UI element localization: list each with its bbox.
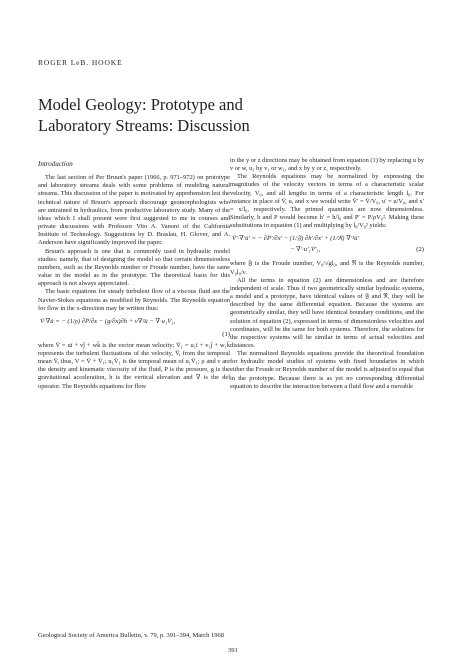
left-column <box>38 160 230 391</box>
equation-2-line-1: V̄′·∇′ū′ = − ∂P̄′/∂x′ − (1/𝔉) ∂h′/∂x′ + (1/ℜ) ∇′²ū′ <box>232 235 359 243</box>
equation-1-number: (1) <box>222 330 230 338</box>
paragraph: The Reynolds equations may be normalized by expressing the magnitudes of the velocity vectors in terms of a characteristic scalar velocity, V₀, and all lengths in terms of a characteristic length l₀. For instance in place of V̄, u, and x we would write V̄′ = V̄/V₀, u′ = u/V₀, and x′ = x/l₀, respectively. The primed quantities are now dimensionless. Similarly, h and P would become h′ = h/l₀ and P′ = P/ρV₀². Making these substitutions in equation (1) and multiplying by l₀/V₀² yields: <box>230 173 424 230</box>
equation-1-body: V̄·∇ū = − (1/ρ) ∂P̄/∂x − (g/∂x)∂h + ν∇²ū − ∇·u₁V̄₁, <box>40 317 176 325</box>
equation-1-number-row <box>38 331 230 339</box>
page-number: 391 <box>228 647 238 654</box>
article-title <box>38 95 418 136</box>
equation-1 <box>38 316 230 330</box>
paragraph: where 𝔉 is the Froude number, V₀/√gl₀, and ℜ is the Reynolds number, V₀l₀/ν. <box>230 260 424 276</box>
paragraph: The normalized Reynolds equations provide the theoretical foundation for hydraulic model studies of systems with fixed boundaries in which either the Froude or Reynolds number of the model is adjusted to equal that in the prototype. Because there is as yet no corresponding differential equation to describe the interaction between a fluid flow and a movable <box>230 350 424 390</box>
title-line-1: Model Geology: Prototype and <box>38 95 243 114</box>
paragraph: The basic equations for steady turbulent flow of a viscous fluid are the Navier-Stokes equations as modified by Reynolds. The Reynolds equation for flow in the x-direction may be written thus: <box>38 288 230 312</box>
equation-2-line-2: − ∇′·u′₁V̄′₁, <box>290 246 321 254</box>
paragraph: The last section of Per Bruun's paper (1966, p. 971–972) on prototype and laboratory streams deals with some problems of modeling natural streams. This discussion of the paper is motivated by apprehension lest the technical nature of Bruun's approach discourage geomorphologists who are untrained in hydraulics, from productive laboratory study. Many of the ideas which I shall present were first suggested to me in courses and private discussions with Professor Vito A. Vanoni of the California Institute of Technology. Suggestions by D. Braslau, H. Glover, and A. Anderson have significantly improved the paper. <box>38 174 230 247</box>
equation-2 <box>230 233 424 257</box>
title-line-2: Laboratory Streams: Discussion <box>38 115 250 135</box>
author-name: ROGER LeB. HOOKE <box>38 58 123 67</box>
section-heading: Introduction <box>38 160 73 168</box>
paragraph: where V̄ = uī + vj̄ + wk̄ is the vector mean velocity; V̄₁ = u₁ī + v₁j̄ + w₁k̄ represents the turbulent fluctuations of the velocity, V̄, from the temporal mean V̄, thus, V = V̄ + V̄₁; u₁V̄₁ is the temporal mean of u₁V̄₁; ρ and ν are the density and kinematic viscosity of the fluid, P is the pressure, g is the gravitational acceleration, h is the vertical elevation and ∇ is the del operator. The Reynolds equations for flow <box>38 341 230 390</box>
right-column <box>230 157 424 391</box>
equation-2-number: (2) <box>416 246 424 254</box>
citation-footer: Geological Society of America Bulletin, v. 79, p. 391–394, March 1968 <box>38 632 225 639</box>
paragraph: Bruun's approach is one that is commonly used in hydraulic model studies: namely, that of designing the model so that certain dimensionless numbers, such as the Reynolds number or Froude number, have the same value in the model as in the prototype. The theoretical basis for this approach is not always appreciated. <box>38 247 230 288</box>
paragraph: All the terms in equation (2) are dimensionless and are therefore independent of scale. Thus if two geometrically similar hydraulic systems, a model and a prototype, have identical values of 𝔉 and ℜ, they will be described by the same differential equation. Because the systems are geometrically similar, they will have identical boundary conditions, and the solution of equation (2), expressed in terms of dimensionless velocities and coordinates, will be the same for both systems. Therefore, the solutions for the respective systems will be similar in terms of actual velocities and distances. <box>230 276 424 349</box>
paragraph: in the y or z directions may be obtained from equation (1) by replacing u by v or w, u₁ by v₁ or w₁, and x by y or z, respectively. <box>230 157 424 173</box>
